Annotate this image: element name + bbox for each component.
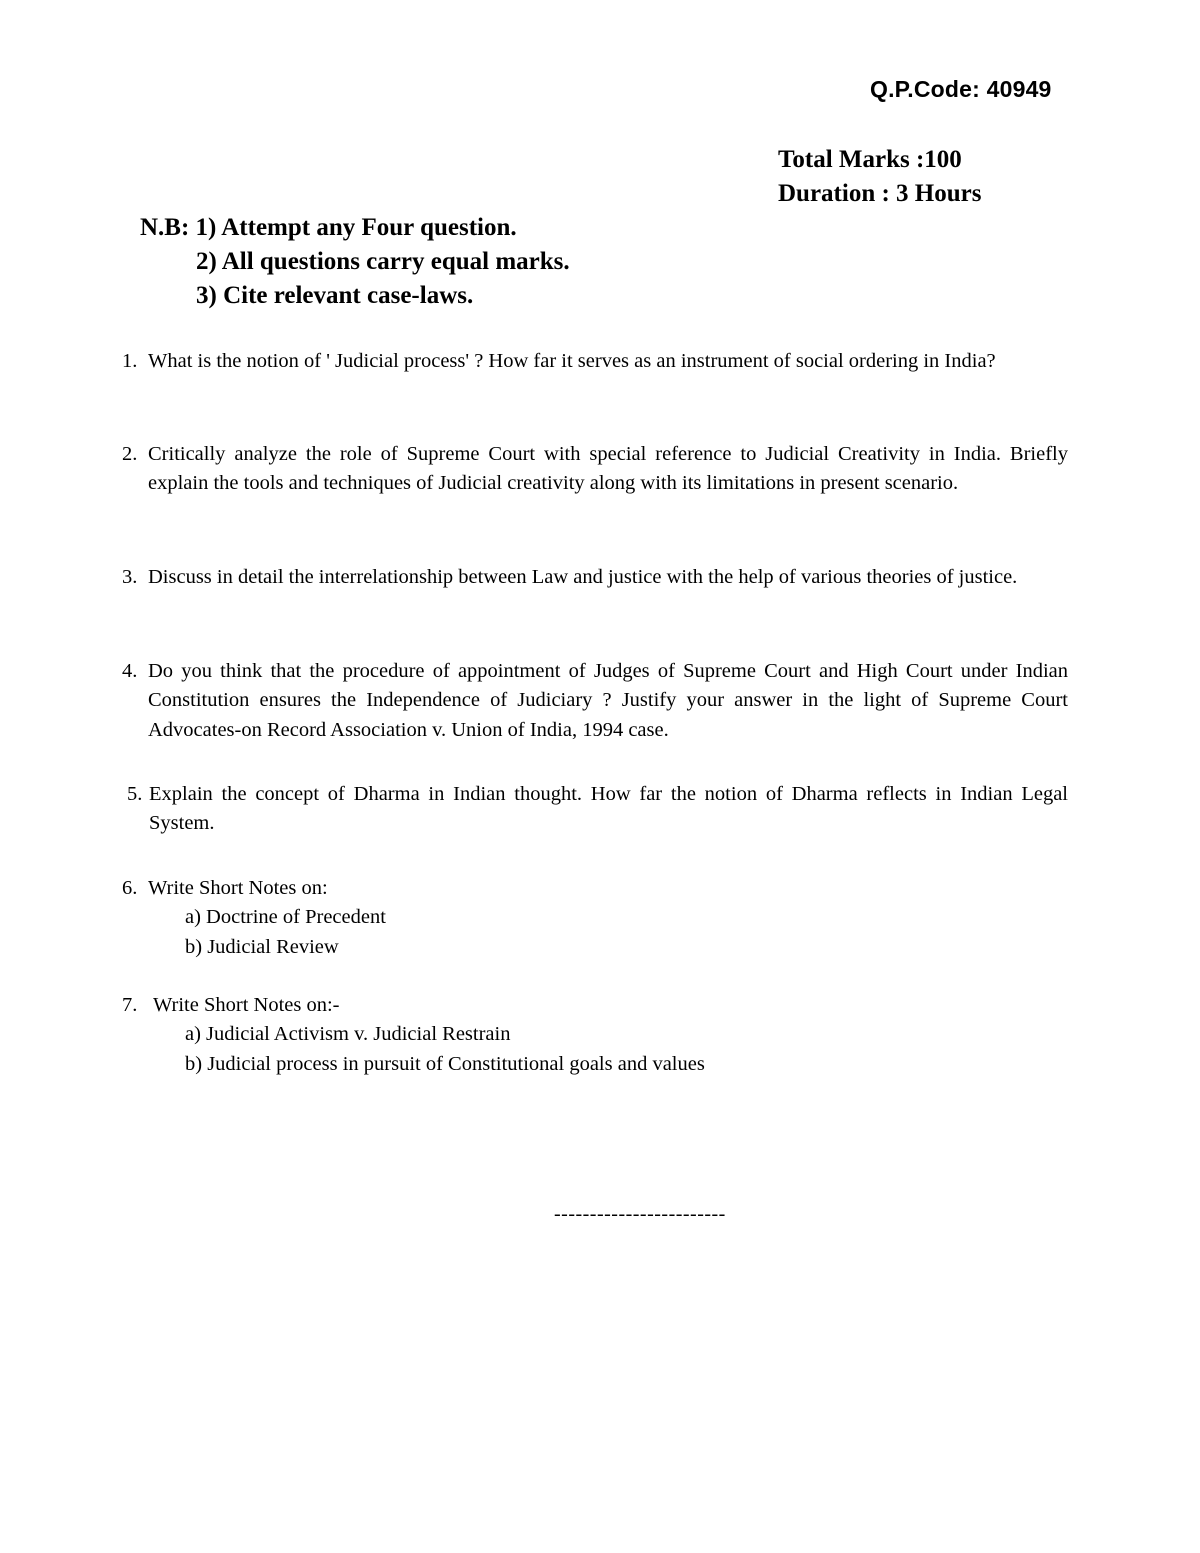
question-text: Discuss in detail the interrelationship between Law and justice with the help of various theories of justice. <box>148 566 1018 588</box>
end-of-paper-line: ------------------------ <box>554 1203 726 1225</box>
marks-duration-block <box>778 143 981 211</box>
duration: Duration : 3 Hours <box>778 180 982 207</box>
instructions <box>140 211 570 313</box>
question-text: Critically analyze the role of Supreme Court with special reference to Judicial Creativity in India. Briefly explain the tools and techniques of Judicial creativity along with its limitations in present scenario. <box>148 443 1068 495</box>
sub-item: b) Judicial process in pursuit of Constitutional goals and values <box>185 1052 705 1075</box>
question-number: 4. <box>122 660 138 682</box>
question-text: Write Short Notes on: <box>148 877 328 899</box>
question-3 <box>122 563 1068 592</box>
question-text: Do you think that the procedure of appointment of Judges of Supreme Court and High Court under Indian Constitution ensures the Independence of Judiciary ? Justify your answer in the light of Supreme Court Advocates-on Record Association v. Union of India, 1994 case. <box>148 660 1068 741</box>
question-5 <box>127 780 1068 839</box>
question-1 <box>122 347 1068 376</box>
qp-code: Q.P.Code: 40949 <box>870 76 1052 102</box>
sub-item: a) Doctrine of Precedent <box>185 906 386 929</box>
question-number: 2. <box>122 443 138 465</box>
question-text: Write Short Notes on:- <box>153 994 340 1016</box>
instruction-3: 3) Cite relevant case-laws. <box>196 282 474 309</box>
question-2 <box>122 440 1068 499</box>
question-text: What is the notion of ' Judicial process' ? How far it serves as an instrument of social ordering in India? <box>148 350 996 372</box>
total-marks: Total Marks :100 <box>778 146 962 173</box>
question-number: 6. <box>122 877 138 899</box>
question-number: 1. <box>122 350 138 372</box>
sub-item: a) Judicial Activism v. Judicial Restrain <box>185 1023 511 1046</box>
question-number: 7. <box>122 994 138 1016</box>
question-text: Explain the concept of Dharma in Indian thought. How far the notion of Dharma reflects in Indian Legal System. <box>149 783 1068 835</box>
question-number: 3. <box>122 566 138 588</box>
sub-item: b) Judicial Review <box>185 935 339 958</box>
question-4 <box>122 657 1068 745</box>
question-6 <box>122 874 1068 962</box>
question-7 <box>122 991 1068 1079</box>
instruction-1: N.B: 1) Attempt any Four question. <box>140 214 517 241</box>
question-number: 5. <box>127 783 143 805</box>
instruction-2: 2) All questions carry equal marks. <box>196 248 570 275</box>
